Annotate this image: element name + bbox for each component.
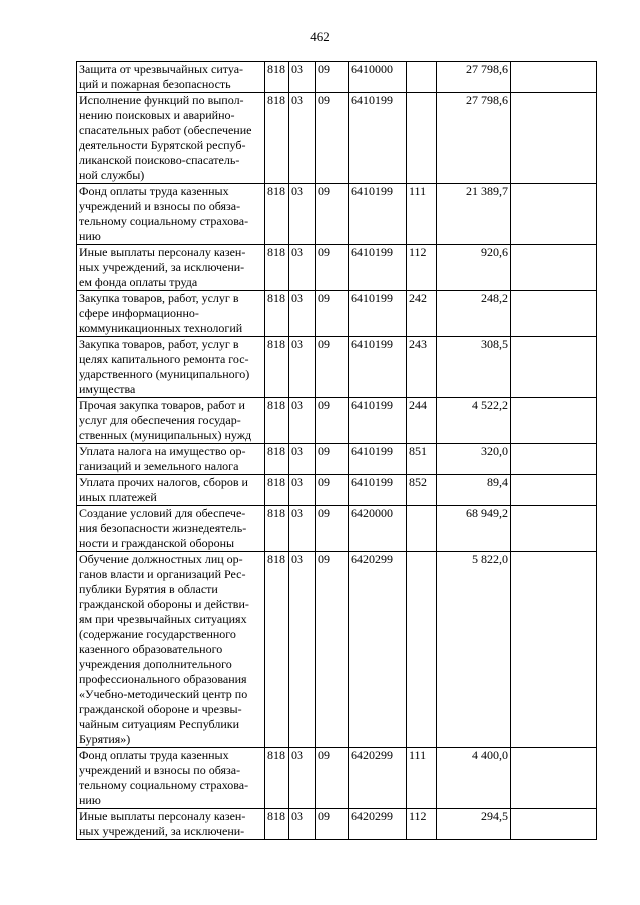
ministry-code-cell: 818 bbox=[265, 398, 289, 444]
section-code-cell: 03 bbox=[289, 93, 316, 184]
expense-type-cell: 851 bbox=[407, 444, 437, 475]
expense-name-cell: Прочая закупка товаров, работ и услуг для обеспечения государ- ственных (муниципальных) нужд bbox=[77, 398, 265, 444]
section-code-cell: 03 bbox=[289, 291, 316, 337]
section-code-cell: 03 bbox=[289, 337, 316, 398]
expense-type-cell: 242 bbox=[407, 291, 437, 337]
amount-cell: 27 798,6 bbox=[437, 62, 511, 93]
expense-type-cell bbox=[407, 506, 437, 552]
expense-name-cell: Фонд оплаты труда казенных учреждений и взносы по обяза- тельному социальному страхова- нию bbox=[77, 184, 265, 245]
empty-cell bbox=[511, 398, 597, 444]
table-row bbox=[77, 809, 597, 840]
expense-type-cell bbox=[407, 552, 437, 748]
subsection-code-cell: 09 bbox=[316, 809, 349, 840]
section-code-cell: 03 bbox=[289, 809, 316, 840]
section-code-cell: 03 bbox=[289, 506, 316, 552]
amount-cell: 294,5 bbox=[437, 809, 511, 840]
subsection-code-cell: 09 bbox=[316, 337, 349, 398]
ministry-code-cell: 818 bbox=[265, 444, 289, 475]
section-code-cell: 03 bbox=[289, 475, 316, 506]
target-article-cell: 6410199 bbox=[349, 337, 407, 398]
table-row bbox=[77, 398, 597, 444]
target-article-cell: 6410199 bbox=[349, 245, 407, 291]
expense-type-cell: 111 bbox=[407, 184, 437, 245]
ministry-code-cell: 818 bbox=[265, 184, 289, 245]
empty-cell bbox=[511, 809, 597, 840]
target-article-cell: 6410199 bbox=[349, 475, 407, 506]
section-code-cell: 03 bbox=[289, 444, 316, 475]
section-code-cell: 03 bbox=[289, 184, 316, 245]
expense-type-cell: 111 bbox=[407, 748, 437, 809]
amount-cell: 21 389,7 bbox=[437, 184, 511, 245]
expense-name-cell: Фонд оплаты труда казенных учреждений и взносы по обяза- тельному социальному страхова- нию bbox=[77, 748, 265, 809]
table-row bbox=[77, 337, 597, 398]
target-article-cell: 6420299 bbox=[349, 748, 407, 809]
section-code-cell: 03 bbox=[289, 552, 316, 748]
target-article-cell: 6410199 bbox=[349, 93, 407, 184]
expense-type-cell: 112 bbox=[407, 245, 437, 291]
section-code-cell: 03 bbox=[289, 748, 316, 809]
amount-cell: 5 822,0 bbox=[437, 552, 511, 748]
expense-name-cell: Иные выплаты персоналу казен- ных учреждений, за исключени- bbox=[77, 809, 265, 840]
table-row bbox=[77, 93, 597, 184]
expense-name-cell: Исполнение функций по выпол- нению поисковых и аварийно- спасательных работ (обеспечение деятельности Бурятской респуб- ликанской поисково-спасатель- ной службы) bbox=[77, 93, 265, 184]
expense-name-cell: Обучение должностных лиц ор- ганов власти и организаций Рес- публики Бурятия в области гражданской обороны и действи- ям при чрезвычайных ситуациях (содержание государственного казенного образовательного учреждения дополнительного профессионального образования «Учебно-методический центр по гражданской обороне и чрезвы- чайным ситуациям Республики Бурятия») bbox=[77, 552, 265, 748]
expense-type-cell: 243 bbox=[407, 337, 437, 398]
table-row bbox=[77, 444, 597, 475]
empty-cell bbox=[511, 184, 597, 245]
amount-cell: 320,0 bbox=[437, 444, 511, 475]
subsection-code-cell: 09 bbox=[316, 184, 349, 245]
target-article-cell: 6410199 bbox=[349, 398, 407, 444]
table-row bbox=[77, 506, 597, 552]
section-code-cell: 03 bbox=[289, 245, 316, 291]
ministry-code-cell: 818 bbox=[265, 62, 289, 93]
expense-name-cell: Закупка товаров, работ, услуг в сфере информационно- коммуникационных технологий bbox=[77, 291, 265, 337]
table-row bbox=[77, 552, 597, 748]
subsection-code-cell: 09 bbox=[316, 475, 349, 506]
ministry-code-cell: 818 bbox=[265, 552, 289, 748]
expense-name-cell: Защита от чрезвычайных ситуа- ций и пожарная безопасность bbox=[77, 62, 265, 93]
target-article-cell: 6410199 bbox=[349, 184, 407, 245]
expense-name-cell: Создание условий для обеспече- ния безопасности жизнедеятель- ности и гражданской обороны bbox=[77, 506, 265, 552]
section-code-cell: 03 bbox=[289, 398, 316, 444]
expense-type-cell bbox=[407, 62, 437, 93]
expense-name-cell: Закупка товаров, работ, услуг в целях капитального ремонта гос- ударственного (муниципального) имущества bbox=[77, 337, 265, 398]
empty-cell bbox=[511, 62, 597, 93]
table-row bbox=[77, 748, 597, 809]
amount-cell: 68 949,2 bbox=[437, 506, 511, 552]
table-row bbox=[77, 475, 597, 506]
empty-cell bbox=[511, 93, 597, 184]
target-article-cell: 6420000 bbox=[349, 506, 407, 552]
ministry-code-cell: 818 bbox=[265, 93, 289, 184]
subsection-code-cell: 09 bbox=[316, 245, 349, 291]
target-article-cell: 6410000 bbox=[349, 62, 407, 93]
ministry-code-cell: 818 bbox=[265, 291, 289, 337]
empty-cell bbox=[511, 291, 597, 337]
table-row bbox=[77, 62, 597, 93]
target-article-cell: 6410199 bbox=[349, 291, 407, 337]
amount-cell: 27 798,6 bbox=[437, 93, 511, 184]
expense-name-cell: Иные выплаты персоналу казен- ных учреждений, за исключени- ем фонда оплаты труда bbox=[77, 245, 265, 291]
ministry-code-cell: 818 bbox=[265, 475, 289, 506]
target-article-cell: 6420299 bbox=[349, 552, 407, 748]
amount-cell: 920,6 bbox=[437, 245, 511, 291]
empty-cell bbox=[511, 552, 597, 748]
empty-cell bbox=[511, 337, 597, 398]
empty-cell bbox=[511, 748, 597, 809]
expense-type-cell: 244 bbox=[407, 398, 437, 444]
amount-cell: 4 522,2 bbox=[437, 398, 511, 444]
ministry-code-cell: 818 bbox=[265, 809, 289, 840]
budget-table bbox=[76, 61, 597, 840]
table-row bbox=[77, 184, 597, 245]
target-article-cell: 6410199 bbox=[349, 444, 407, 475]
subsection-code-cell: 09 bbox=[316, 291, 349, 337]
expense-type-cell: 112 bbox=[407, 809, 437, 840]
amount-cell: 308,5 bbox=[437, 337, 511, 398]
amount-cell: 248,2 bbox=[437, 291, 511, 337]
subsection-code-cell: 09 bbox=[316, 398, 349, 444]
empty-cell bbox=[511, 506, 597, 552]
empty-cell bbox=[511, 245, 597, 291]
expense-name-cell: Уплата налога на имущество ор- ганизаций и земельного налога bbox=[77, 444, 265, 475]
ministry-code-cell: 818 bbox=[265, 748, 289, 809]
ministry-code-cell: 818 bbox=[265, 245, 289, 291]
ministry-code-cell: 818 bbox=[265, 506, 289, 552]
empty-cell bbox=[511, 444, 597, 475]
section-code-cell: 03 bbox=[289, 62, 316, 93]
subsection-code-cell: 09 bbox=[316, 552, 349, 748]
subsection-code-cell: 09 bbox=[316, 748, 349, 809]
page-number: 462 bbox=[310, 29, 330, 44]
subsection-code-cell: 09 bbox=[316, 93, 349, 184]
table-row bbox=[77, 245, 597, 291]
expense-type-cell bbox=[407, 93, 437, 184]
target-article-cell: 6420299 bbox=[349, 809, 407, 840]
expense-name-cell: Уплата прочих налогов, сборов и иных платежей bbox=[77, 475, 265, 506]
subsection-code-cell: 09 bbox=[316, 62, 349, 93]
empty-cell bbox=[511, 475, 597, 506]
amount-cell: 4 400,0 bbox=[437, 748, 511, 809]
amount-cell: 89,4 bbox=[437, 475, 511, 506]
ministry-code-cell: 818 bbox=[265, 337, 289, 398]
subsection-code-cell: 09 bbox=[316, 506, 349, 552]
table-row bbox=[77, 291, 597, 337]
subsection-code-cell: 09 bbox=[316, 444, 349, 475]
expense-type-cell: 852 bbox=[407, 475, 437, 506]
